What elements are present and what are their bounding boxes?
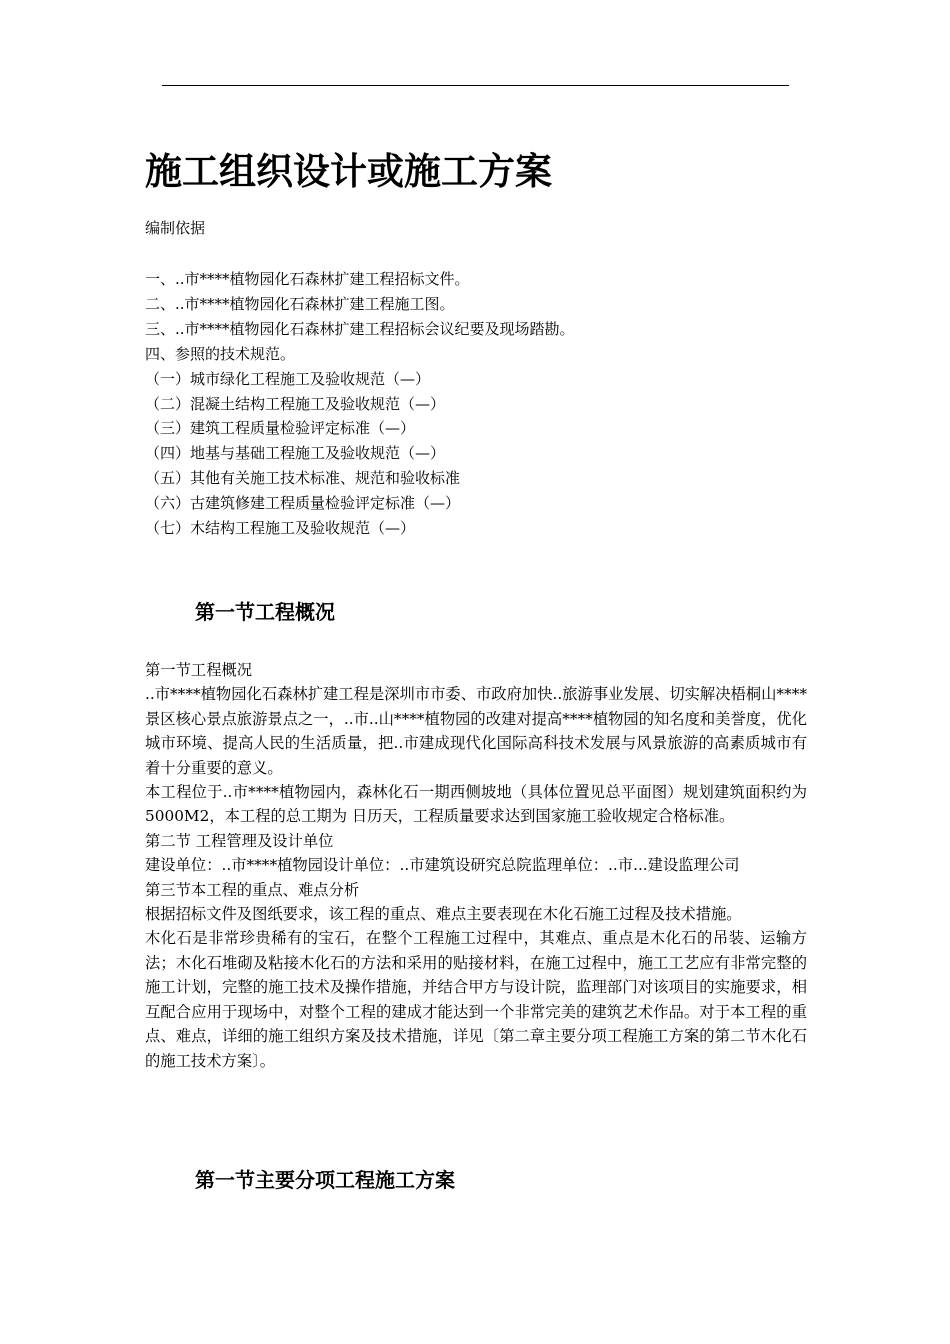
section3-label: 第三节本工程的重点、难点分析 (145, 880, 360, 899)
basis-item: （二）混凝土结构工程施工及验收规范（—） (145, 394, 446, 413)
basis-item: （一）城市绿化工程施工及验收规范（—） (145, 369, 431, 388)
difficulty-paragraph: 根据招标文件及图纸要求，该工程的重点、难点主要表现在木化石施工过程及技术措施。 (145, 905, 742, 924)
units-line: 建设单位：..市****植物园设计单位：..市建筑设研究总院监理单位：..市...建设监理公司 (145, 856, 740, 875)
basis-item: （五）其他有关施工技术标准、规范和验收标准 (145, 469, 461, 488)
basis-item: （七）木结构工程施工及验收规范（—） (145, 519, 416, 538)
overview-paragraph: 本工程位于..市****植物园内，森林化石一期西侧坡地（具体位置见总平面图）规划建筑面积约为5000M2，本工程的总工期为 日历天，工程质量要求达到国家施工验收规定合格标准。 (145, 783, 807, 826)
basis-item: 二、..市****植物园化石森林扩建工程施工图。 (145, 294, 455, 313)
section-heading-construction-plan: 第一节主要分项工程施工方案 (195, 1168, 455, 1192)
basis-item: 三、..市****植物园化石森林扩建工程招标会议纪要及现场踏勘。 (145, 319, 575, 338)
header-rule (162, 85, 789, 86)
section2-label: 第二节 工程管理及设计单位 (145, 831, 334, 850)
basis-list (145, 267, 575, 541)
basis-item: 一、..市****植物园化石森林扩建工程招标文件。 (145, 270, 470, 288)
difficulty-paragraph: 木化石是非常珍贵稀有的宝石，在整个工程施工过程中，其难点、重点是木化石的吊装、运输方法；木化石堆砌及粘接木化石的方法和采用的贴接材料，在施工过程中，施工工艺应有非常完整的施工计划，完整的施工技术及操作措施，并结合甲方与设计院，监理部门对该项目的实施要求，相互配合应用于现场中，对整个工程的建成才能达到一个非常完美的建筑艺术作品。对于本工程的重点、难点，详细的施工组织方案及技术措施，详见〔第二章主要分项工程施工方案的第二节木化石的施工技术方案〕。 (145, 929, 807, 1070)
overview-label: 第一节工程概况 (145, 661, 253, 679)
basis-item: （四）地基与基础工程施工及验收规范（—） (145, 444, 446, 463)
document-title: 施工组织设计或施工方案 (145, 149, 552, 193)
basis-item: （六）古建筑修建工程质量检验评定标准（—） (145, 494, 461, 513)
compile-basis-heading: 编制依据 (145, 219, 206, 237)
body-text (145, 658, 807, 1073)
basis-item: （三）建筑工程质量检验评定标准（—） (145, 419, 416, 438)
section-heading-overview: 第一节工程概况 (195, 600, 335, 624)
overview-paragraph: ..市****植物园化石森林扩建工程是深圳市市委、市政府加快..旅游事业发展、切实解决梧桐山****景区核心景点旅游景点之一，..市..山****植物园的改建对提高****植物园的知名度和美誉度，优化城市环境、提高人民的生活质量，把..市建成现代化国际高科技术发展与风景旅游的高素质城市有着十分重要的意义。 (145, 685, 807, 777)
basis-item: 四、参照的技术规范。 (145, 344, 296, 363)
